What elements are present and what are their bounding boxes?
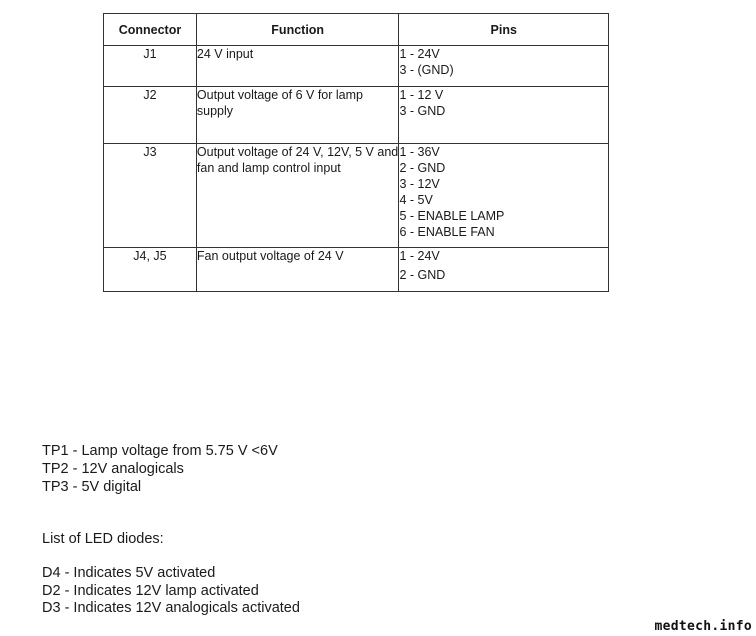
pin-entry: 3 - GND — [399, 104, 446, 118]
pin-entry: 2 - GND — [399, 268, 446, 282]
pin-entry: 6 - ENABLE FAN — [399, 225, 495, 239]
pin-entry: 1 - 24V — [399, 47, 440, 61]
function-cell: 24 V input — [196, 46, 399, 87]
table-row — [104, 248, 609, 292]
led-list-title: List of LED diodes: — [42, 531, 164, 547]
pins-cell — [399, 144, 609, 248]
connector-cell: J1 — [104, 46, 197, 87]
led-list — [42, 565, 300, 618]
header-connector: Connector — [104, 14, 197, 46]
header-function: Function — [196, 14, 399, 46]
pin-entry: 5 - ENABLE LAMP — [399, 209, 505, 223]
led-item: D2 - Indicates 12V lamp activated — [42, 582, 259, 599]
table-row — [104, 87, 609, 144]
table-header-row — [104, 14, 609, 46]
pin-entry: 2 - GND — [399, 161, 446, 175]
table-row — [104, 46, 609, 87]
pins-cell — [399, 46, 609, 87]
header-pins: Pins — [399, 14, 609, 46]
function-cell: Fan output voltage of 24 V — [196, 248, 399, 292]
pin-entry: 3 - 12V — [399, 177, 440, 191]
pin-entry: 3 - (GND) — [399, 63, 454, 77]
test-points-list — [42, 442, 278, 496]
pin-entry: 1 - 12 V — [399, 88, 444, 102]
watermark: medtech.info — [654, 619, 752, 634]
test-point-item: TP2 - 12V analogicals — [42, 461, 184, 477]
test-point-item: TP3 - 5V digital — [42, 479, 142, 495]
pin-entry: 4 - 5V — [399, 193, 433, 207]
connector-cell: J4, J5 — [104, 248, 197, 292]
test-point-item: TP1 - Lamp voltage from 5.75 V <6V — [42, 443, 278, 459]
pin-entry: 1 - 36V — [399, 145, 440, 159]
function-cell: Output voltage of 24 V, 12V, 5 V and fan and lamp control input — [196, 144, 399, 248]
table-row — [104, 144, 609, 248]
pins-cell — [399, 248, 609, 292]
connector-cell: J3 — [104, 144, 197, 248]
led-item: D4 - Indicates 5V activated — [42, 565, 216, 581]
connector-cell: J2 — [104, 87, 197, 144]
led-item: D3 - Indicates 12V analogicals activated — [42, 600, 300, 616]
pins-cell — [399, 87, 609, 144]
pin-entry: 1 - 24V — [399, 249, 440, 263]
function-cell: Output voltage of 6 V for lamp supply — [196, 87, 399, 144]
connector-table — [103, 13, 609, 292]
